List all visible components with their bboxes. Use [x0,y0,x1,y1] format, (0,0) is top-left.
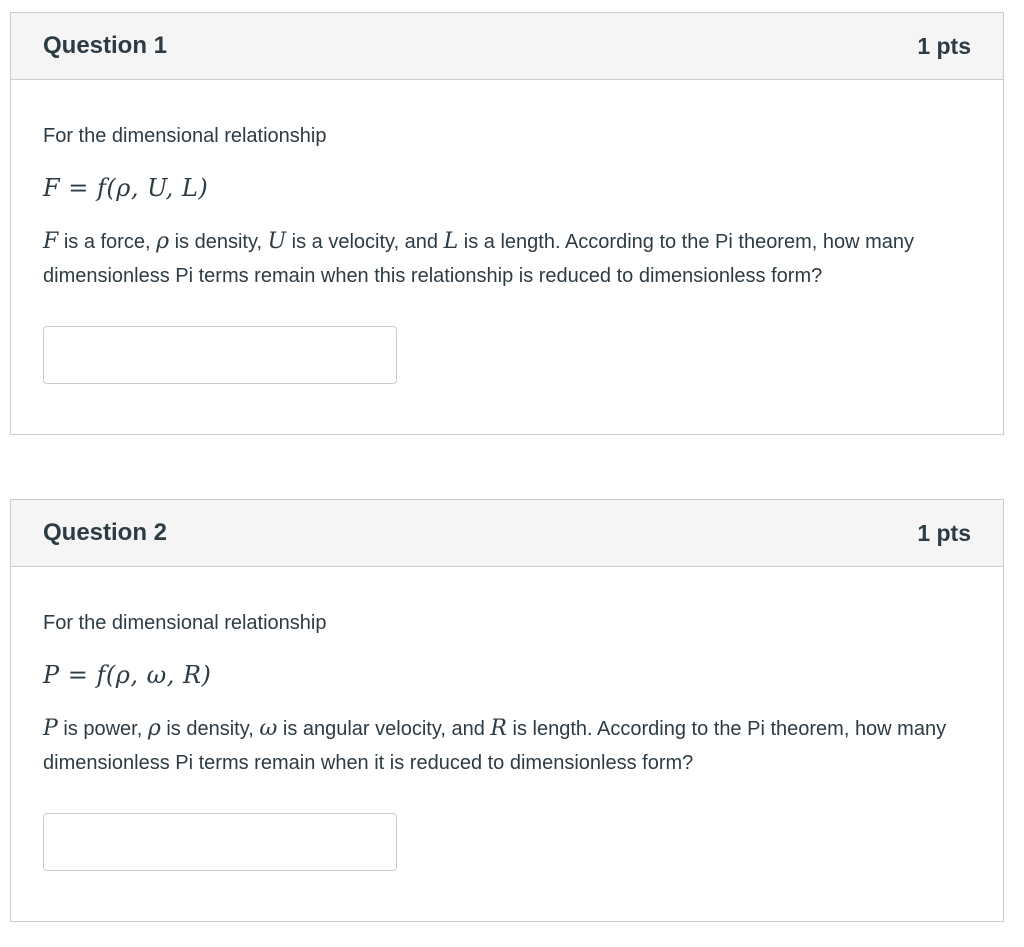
math-variable: L [443,229,459,254]
text-segment: is a force, [58,231,157,253]
question-intro: For the dimensional relationship [43,125,327,147]
answer-input[interactable] [43,326,397,384]
math-variable: ω [259,716,278,741]
question-text [43,225,983,293]
question-title: Question 2 [43,519,168,546]
text-segment: is a velocity, and [286,231,444,253]
math-variable: ρ [156,229,170,254]
question-card-1 [10,12,1004,435]
question-card-2 [10,499,1004,922]
text-segment: is power, [57,718,148,740]
text-segment: is angular velocity, and [277,718,491,740]
text-segment: is density, [160,718,260,740]
question-equation: P = f(ρ, ω, R) [43,661,212,689]
text-segment: is density, [169,231,268,253]
question-header [11,500,1003,567]
math-variable: R [490,716,507,741]
question-text [43,712,983,780]
question-equation: F = f(ρ, U, L) [43,174,209,202]
math-variable: P [43,716,58,741]
math-variable: ρ [147,716,161,741]
math-variable: U [267,229,287,254]
answer-input[interactable] [43,813,397,871]
question-header [11,13,1003,80]
text-segment: is a length. According to the Pi theorem, how many dimensionless Pi terms remain when this relationship is reduced to dimensionless form? [43,231,915,287]
question-intro: For the dimensional relationship [43,612,327,634]
question-points: 1 pts [917,33,971,59]
question-points: 1 pts [917,520,971,546]
math-variable: F [43,229,59,254]
question-title: Question 1 [43,32,168,59]
text-segment: is length. According to the Pi theorem, how many dimensionless Pi terms remain when it is reduced to dimensionless form? [43,718,947,774]
